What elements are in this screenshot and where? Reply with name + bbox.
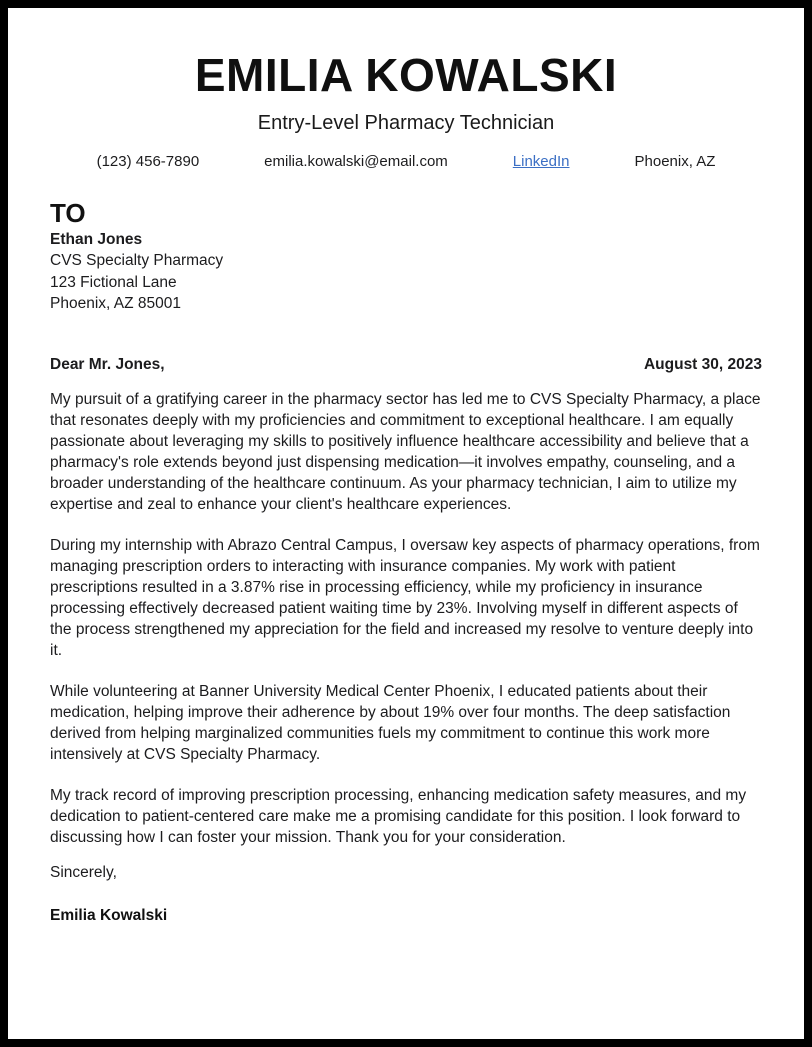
body-paragraph: My pursuit of a gratifying career in the pharmacy sector has led me to CVS Specialty Pharmacy, a place that resonates deeply with my proficiencies and commitment to exceptional healthcare. I am equally passionate about leveraging my skills to positively influence healthcare accessibility and believe that a pharmacy's role extends beyond just dispensing medication—it involves empathy, counseling, and a broader understanding of the healthcare continuum. As your pharmacy technician, I aim to utilize my expertise and zeal to enhance your client's healthcare experiences. bbox=[50, 390, 761, 513]
letter-header bbox=[50, 50, 762, 170]
candidate-name: EMILIA KOWALSKI bbox=[194, 49, 618, 101]
signature-name: Emilia Kowalski bbox=[50, 906, 168, 924]
salutation: Dear Mr. Jones, bbox=[50, 355, 165, 373]
recipient-street: 123 Fictional Lane bbox=[50, 273, 177, 291]
contact-email: emilia.kowalski@email.com bbox=[264, 152, 448, 170]
contact-phone: (123) 456-7890 bbox=[96, 152, 200, 170]
body-paragraph: During my internship with Abrazo Central Campus, I oversaw key aspects of pharmacy operations, from managing prescription orders to interacting with insurance companies. My work with patient prescriptions resulted in a 3.87% rise in processing efficiency, while my proficiency in insurance processing effectively decreased patient waiting time by 23%. Involving myself in different aspects of the process strengthened my appreciation for the field and increased my resolve to venture deeply into it. bbox=[50, 536, 760, 659]
linkedin-link[interactable]: LinkedIn bbox=[512, 152, 570, 170]
contact-location: Phoenix, AZ bbox=[634, 152, 716, 170]
contact-row bbox=[50, 153, 762, 170]
to-heading: TO bbox=[50, 197, 86, 228]
letter-body bbox=[50, 389, 762, 848]
candidate-job-title: Entry-Level Pharmacy Technician bbox=[257, 111, 555, 134]
closing: Sincerely, bbox=[50, 863, 117, 881]
salutation-row bbox=[50, 356, 762, 374]
recipient-company: CVS Specialty Pharmacy bbox=[50, 252, 224, 270]
body-paragraph: While volunteering at Banner University Medical Center Phoenix, I educated patients about their medication, helping improve their adherence by about 19% over four months. The deep satisfaction derived from helping marginalized communities fuels my commitment to continue this work more intensively at CVS Specialty Pharmacy. bbox=[50, 682, 731, 763]
recipient-block bbox=[50, 198, 762, 315]
letter-date: August 30, 2023 bbox=[643, 355, 762, 373]
recipient-city: Phoenix, AZ 85001 bbox=[50, 295, 181, 313]
recipient-name: Ethan Jones bbox=[50, 230, 143, 248]
body-paragraph: My track record of improving prescription processing, enhancing medication safety measures, and my dedication to patient-centered care make me a promising candidate for this position. I look forward to discussing how I can foster your mission. Thank you for your consideration. bbox=[50, 786, 747, 846]
